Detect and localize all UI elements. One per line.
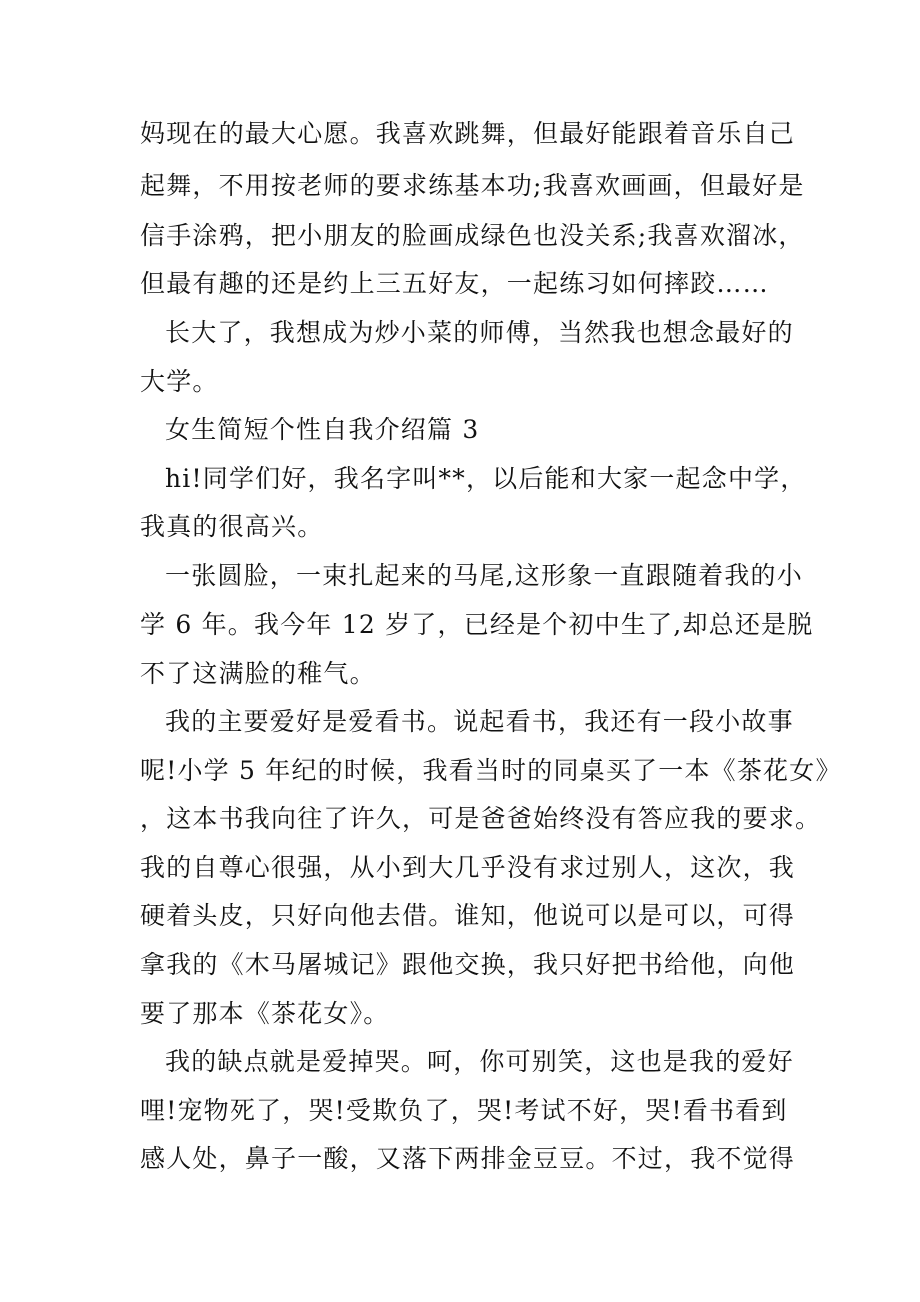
paragraph-start-line: hi!同学们好，我名字叫**，以后能和大家一起念中学， (165, 464, 807, 493)
text-line: 不了这满脸的稚气。 (140, 659, 376, 688)
text-line: 我真的很高兴。 (140, 512, 324, 541)
text-line: ，这本书我向往了许久，可是爸爸始终没有答应我的要求。 (140, 804, 822, 833)
text-line: 硬着头皮，只好向他去借。谁知，他说可以是可以，可得 (140, 901, 796, 930)
text-line: 起舞，不用按老师的要求练基本功;我喜欢画画，但最好是 (140, 171, 805, 200)
text-line: 哩!宠物死了，哭!受欺负了，哭!考试不好，哭!看书看到 (140, 1096, 788, 1125)
text-line: 呢!小学 5 年纪的时候，我看当时的同桌买了一本《茶花女》 (140, 756, 842, 785)
text-line: 我的自尊心很强，从小到大几乎没有求过别人，这次，我 (140, 853, 796, 882)
text-line: 但最有趣的还是约上三五好友，一起练习如何摔跤…… (140, 269, 769, 298)
paragraph-start-line: 长大了，我想成为炒小菜的师傅，当然我也想念最好的 (165, 318, 794, 347)
section-heading: 女生简短个性自我介绍篇 3 (165, 415, 480, 444)
paragraph-start-line: 一张圆脸，一束扎起来的马尾,这形象一直跟随着我的小 (165, 561, 803, 590)
text-line: 信手涂鸦，把小朋友的脸画成绿色也没关系;我喜欢溜冰， (140, 221, 805, 250)
text-line: 学 6 年。我今年 12 岁了，已经是个初中生了,却总还是脱 (140, 610, 814, 639)
text-line: 要了那本《茶花女》。 (140, 999, 390, 1028)
text-line: 感人处，鼻子一酸，又落下两排金豆豆。不过，我不觉得 (140, 1144, 796, 1173)
paragraph-start-line: 我的缺点就是爱掉哭。呵，你可别笑，这也是我的爱好 (165, 1047, 794, 1076)
text-line: 妈现在的最大心愿。我喜欢跳舞，但最好能跟着音乐自己 (140, 119, 796, 148)
text-line: 大学。 (140, 367, 219, 396)
text-line: 拿我的《木马屠城记》跟他交换，我只好把书给他，向他 (140, 950, 796, 979)
paragraph-start-line: 我的主要爱好是爱看书。说起看书，我还有一段小故事 (165, 707, 794, 736)
